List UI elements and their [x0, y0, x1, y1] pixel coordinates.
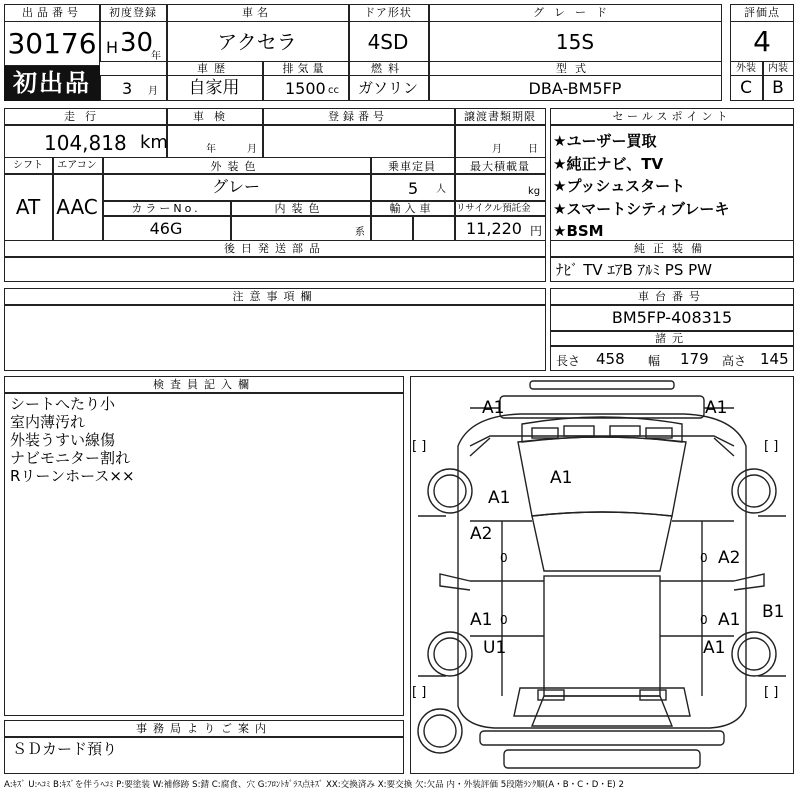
- sales-point: ★BSM: [553, 222, 604, 240]
- transfer-day-unit: 日: [528, 144, 538, 155]
- mark-side-right: B1: [762, 602, 785, 622]
- office-note: ＳＤカード預り: [12, 740, 118, 758]
- capacity: 5: [408, 179, 419, 198]
- recycle-amount: 11,220: [466, 219, 522, 238]
- door-type: 4SD: [367, 30, 409, 54]
- bracket-left-lower: [ ]: [412, 685, 427, 700]
- load-unit: kg: [528, 186, 541, 197]
- bracket-right-lower: [ ]: [764, 685, 779, 700]
- fuel-label: 燃料: [371, 62, 405, 75]
- ext-grade: C: [740, 78, 752, 98]
- sales-point: ★ユーザー買取: [553, 132, 657, 150]
- mark-quarter-right: A1: [703, 638, 726, 658]
- sales-points-label: セールスポイント: [612, 110, 732, 123]
- inspector-line: シートへたり小: [10, 395, 116, 413]
- zero-mark: 0: [500, 613, 508, 627]
- first-reg-year: 30: [120, 28, 154, 58]
- first-listing-badge: 初出品: [4, 66, 100, 101]
- inspection-year-unit: 年: [206, 144, 216, 155]
- inspector-notes: [10, 395, 135, 485]
- chassis-label: 車台番号: [638, 290, 706, 303]
- chassis-number: BM5FP-408315: [611, 308, 733, 327]
- front-bumper-top: [530, 381, 674, 389]
- legend: A:ｷｽﾞ U:ﾍｺﾐ B:ｷｽﾞを伴うﾍｺﾐ P:要塗装 W:補修跡 S:錆 C:腐食、穴 G:ﾌﾛﾝﾄｶﾞﾗｽ点ｷｽﾞ XX:交換済み X:要交換 欠:欠品 内・外装評価 5段階ﾗﾝｸ順(A・B・C・D・E) 2: [4, 780, 624, 790]
- zero-mark: 0: [700, 551, 708, 565]
- history: 自家用: [188, 78, 240, 98]
- int-color-label: 内装色: [274, 202, 326, 215]
- hood: [518, 437, 686, 516]
- history-label: 車歴: [197, 62, 231, 75]
- int-label: 内装: [768, 63, 788, 74]
- transfer-month-unit: 月: [492, 144, 502, 155]
- import-label: 輸入車: [389, 202, 435, 215]
- mark-door-front-right: A2: [718, 548, 741, 568]
- mark-door-rear-right: A1: [718, 610, 741, 630]
- transfer-label: 譲渡書類期限: [464, 110, 536, 123]
- mileage-unit: km: [140, 132, 168, 153]
- first-reg-month: 3: [122, 79, 133, 98]
- sales-point: ★純正ナビ、TV: [553, 154, 664, 173]
- inspector-line: Rリーンホース××: [10, 467, 135, 485]
- type-label: 型式: [556, 62, 594, 75]
- height: 145: [760, 350, 789, 368]
- model-label: 車名: [242, 6, 272, 19]
- load-label: 最大積載量: [470, 160, 530, 173]
- inspector-label: 検査員記入欄: [153, 378, 255, 391]
- mark-door-rear-left: A1: [470, 610, 493, 630]
- door-label: ドア形状: [364, 6, 412, 19]
- score: 4: [753, 25, 771, 58]
- mileage-label: 走行: [64, 110, 106, 123]
- zero-mark: 0: [700, 613, 708, 627]
- windshield: [532, 512, 672, 571]
- car-damage-diagram: [410, 376, 794, 774]
- roof: [544, 576, 660, 696]
- era: H: [106, 38, 119, 57]
- fuel: ガソリン: [357, 79, 418, 97]
- later-parts-label: 後日発送部品: [224, 242, 326, 255]
- inspector-line: 外装うすい線傷: [10, 431, 116, 449]
- lot-number-label: 出品番号: [22, 6, 82, 19]
- grade-label: グレード: [533, 6, 617, 19]
- width: 179: [680, 350, 709, 368]
- sales-point: ★スマートシティブレーキ: [553, 199, 730, 218]
- lot-number: 30176: [7, 27, 97, 60]
- length-label: 長さ: [556, 354, 581, 368]
- mark-fender-left: A1: [488, 488, 511, 508]
- ac: AAC: [56, 195, 98, 219]
- score-label: 評価点: [744, 6, 780, 19]
- office-label: 事務局よりご案内: [136, 722, 272, 735]
- displacement: 1500: [285, 79, 326, 98]
- mark-hood: A1: [550, 468, 573, 488]
- int-color-unit: 系: [355, 227, 365, 238]
- bracket-right-upper: [ ]: [764, 439, 779, 454]
- displacement-unit: cc: [328, 85, 339, 96]
- inspector-line: ナビモニター割れ: [10, 449, 131, 467]
- color-number: 46G: [149, 219, 183, 238]
- mark-door-front-left: A2: [470, 524, 493, 544]
- inspection-label: 車検: [193, 110, 235, 123]
- bracket-left-upper: [ ]: [412, 439, 427, 454]
- inspector-line: 室内薄汚れ: [10, 413, 86, 431]
- zero-mark: 0: [500, 551, 508, 565]
- grade: 15S: [555, 30, 595, 54]
- color-label: 外装色: [210, 160, 262, 173]
- mark-quarter-left: U1: [483, 638, 507, 658]
- recycle-unit: 円: [530, 224, 543, 238]
- genuine-equipment-label: 純正装備: [634, 242, 710, 255]
- height-label: 高さ: [722, 354, 747, 368]
- model-name: アクセラ: [217, 30, 297, 54]
- length: 458: [596, 350, 625, 368]
- color-no-label: カラーNo.: [131, 202, 201, 215]
- mark-front-right: A1: [705, 398, 728, 418]
- sales-point: ★プッシュスタート: [553, 177, 686, 195]
- mark-front-left: A1: [482, 398, 505, 418]
- exterior-color: グレー: [211, 177, 260, 196]
- month-unit: 月: [148, 86, 158, 97]
- sales-points-list: [553, 130, 729, 243]
- plate-label: 登録番号: [328, 110, 388, 123]
- capacity-label: 乗車定員: [388, 160, 436, 173]
- ext-label: 外装: [736, 63, 756, 74]
- width-label: 幅: [648, 354, 661, 368]
- shift: AT: [15, 195, 41, 219]
- displacement-label: 排気量: [282, 62, 328, 75]
- genuine-equipment: ﾅﾋﾞ TV ｴｱB ｱﾙﾐ PS PW: [556, 261, 712, 279]
- first-reg-label: 初度登録: [109, 6, 157, 19]
- inspection-month-unit: 月: [247, 144, 257, 155]
- rear-bumper: [480, 731, 724, 745]
- ac-label: エアコン: [57, 160, 97, 171]
- shift-label: シフト: [13, 160, 43, 171]
- year-unit: 年: [151, 51, 161, 62]
- capacity-unit: 人: [436, 184, 446, 195]
- front-bumper: [500, 396, 704, 418]
- int-grade: B: [772, 78, 784, 98]
- dims-label: 諸元: [655, 332, 689, 345]
- recycle-label: リサイクル預託金: [456, 203, 531, 214]
- mileage: 104,818: [44, 131, 127, 155]
- vehicle-type: DBA-BM5FP: [528, 79, 622, 98]
- notes-label: 注意事項欄: [232, 290, 318, 303]
